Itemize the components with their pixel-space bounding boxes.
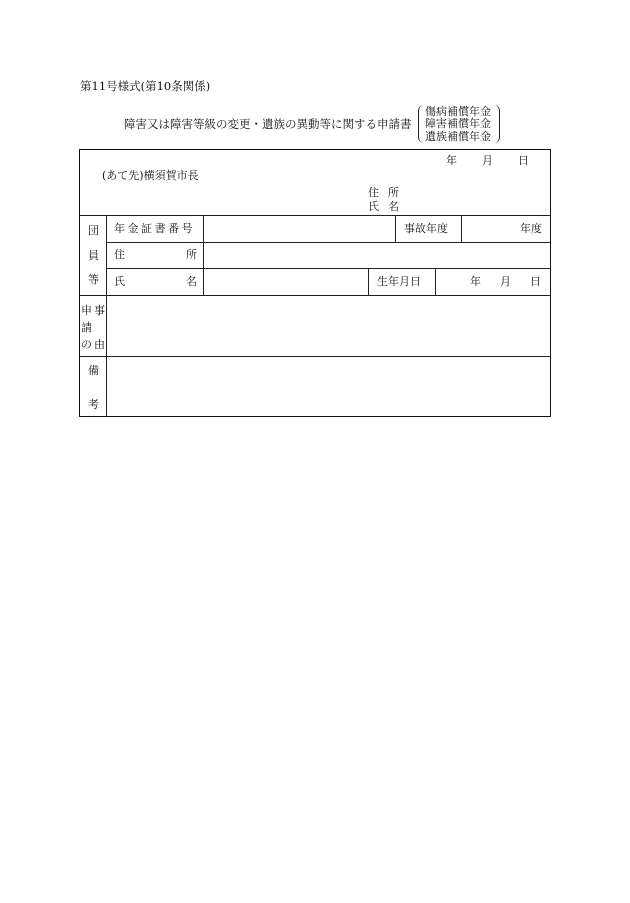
- applicant-address-label-2: 所: [388, 186, 399, 199]
- form-title: 障害又は障害等級の変更・遺族の異動等に関する申請書: [124, 117, 412, 131]
- remarks-label-char-1: 備: [88, 364, 99, 377]
- birth-month-label: 月: [500, 275, 511, 288]
- rule-birthdate-left: [368, 268, 369, 295]
- date-day-label: 日: [518, 154, 529, 167]
- pension-type-disability: 障害補償年金: [425, 117, 491, 130]
- rule-member-bottom: [80, 295, 550, 296]
- rule-reason-bottom: [80, 356, 550, 357]
- member-label-char-1: 団: [88, 224, 99, 237]
- birth-day-label: 日: [530, 275, 541, 288]
- birth-year-label: 年: [470, 275, 481, 288]
- rule-birthdate-right: [435, 268, 436, 295]
- reason-label-char-3: 請: [81, 321, 92, 334]
- member-name-label-2: 名: [186, 275, 197, 288]
- member-address-label-2: 所: [186, 248, 197, 261]
- reason-label-char-1: 申: [81, 304, 92, 317]
- remarks-field[interactable]: [108, 358, 548, 415]
- applicant-address-label-1: 住: [368, 186, 379, 199]
- member-address-field[interactable]: [204, 243, 548, 267]
- date-month-label: 月: [482, 154, 493, 167]
- accident-year-unit: 年度: [520, 222, 542, 235]
- reason-field[interactable]: [108, 297, 548, 354]
- member-label-char-2: 員: [88, 249, 99, 262]
- reason-label-char-2: 事: [94, 304, 105, 317]
- accident-year-label: 事故年度: [404, 222, 448, 235]
- member-name-label-1: 氏: [114, 275, 125, 288]
- remarks-label-char-2: 考: [88, 398, 99, 411]
- addressee: (あて先)横須賀市長: [102, 169, 199, 182]
- birthdate-label: 生年月日: [377, 275, 421, 288]
- application-form-table: [79, 149, 551, 417]
- pension-type-brace: [418, 105, 500, 143]
- applicant-name-label-2: 名: [388, 200, 399, 213]
- member-label-char-3: 等: [88, 273, 99, 286]
- pension-cert-number-field[interactable]: [204, 216, 394, 241]
- pension-cert-number-label: 年金証書番号: [114, 222, 195, 235]
- applicant-name-label-1: 氏: [368, 200, 379, 213]
- rule-label-column: [106, 215, 107, 416]
- form-number: 第11号様式(第10条関係): [80, 79, 211, 93]
- reason-label-char-5: 由: [94, 338, 105, 351]
- date-year-label: 年: [446, 154, 457, 167]
- pension-type-injury: 傷病補償年金: [425, 105, 491, 118]
- member-name-field[interactable]: [204, 269, 367, 294]
- reason-label-char-4: の: [81, 338, 92, 351]
- pension-type-survivor: 遺族補償年金: [425, 130, 491, 143]
- rule-accident-year-left: [395, 215, 396, 242]
- member-address-label-1: 住: [114, 248, 125, 261]
